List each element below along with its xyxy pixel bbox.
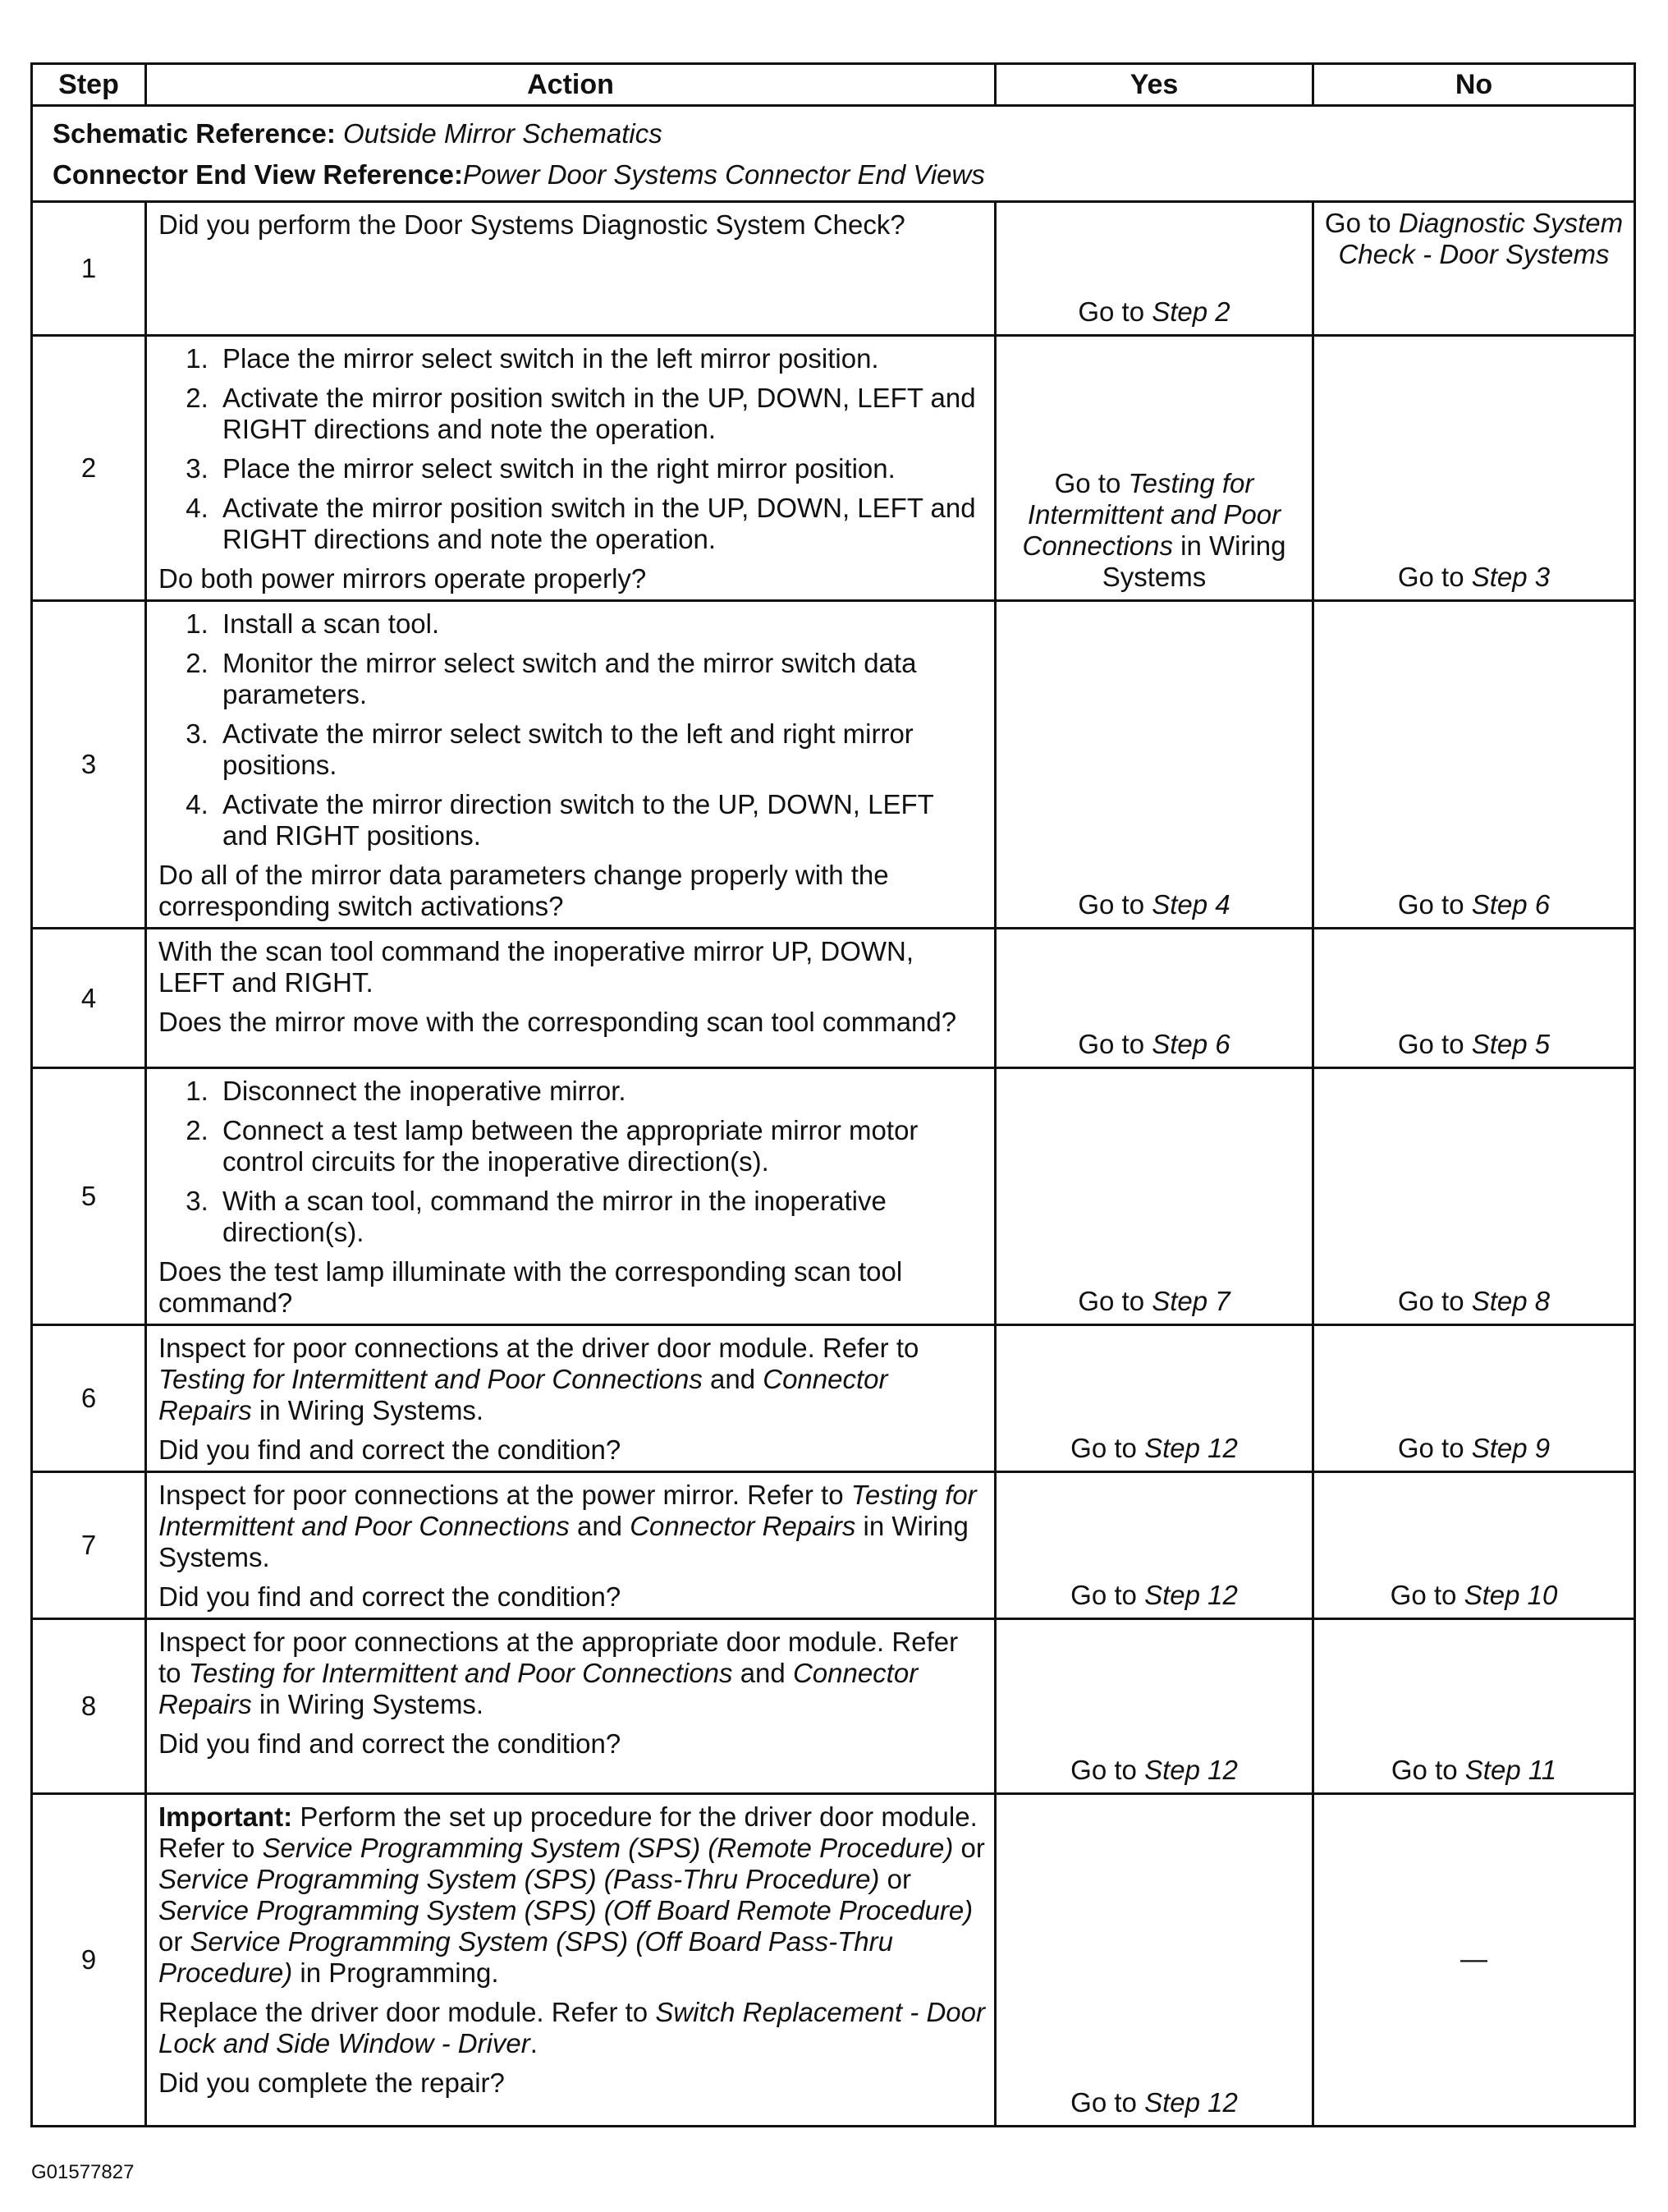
action-text: in Wiring Systems. <box>251 1395 484 1425</box>
action-text: Inspect for poor connections at the driver door module. Refer to <box>158 1333 919 1363</box>
no-reference-link[interactable]: Step 5 <box>1471 1029 1551 1059</box>
yes-cell <box>996 929 1313 1068</box>
step-row-4 <box>32 929 1635 1068</box>
action-paragraph <box>158 1434 986 1466</box>
yes-cell <box>996 1325 1313 1472</box>
schematic-reference <box>53 113 1625 154</box>
connector-reference-label: Connector End View Reference: <box>53 159 464 190</box>
action-text: and <box>569 1511 630 1541</box>
yes-text: Go to <box>1070 1433 1145 1463</box>
no-text: Go to <box>1391 1755 1465 1785</box>
action-reference-link[interactable]: Connector Repairs <box>630 1511 856 1541</box>
action-reference-link[interactable]: Service Programming System (SPS) (Pass-Thru Procedure) <box>158 1864 880 1894</box>
action-reference-link[interactable]: Service Programming System (SPS) (Off Board Pass-Thru Procedure) <box>158 1926 893 1988</box>
action-cell <box>146 202 996 336</box>
yes-text: Go to <box>1078 296 1152 327</box>
action-reference-link[interactable]: Testing for Intermittent and Poor Connections <box>158 1480 977 1541</box>
yes-reference-link[interactable]: Step 12 <box>1144 1755 1238 1785</box>
no-cell <box>1313 1068 1635 1325</box>
no-cell <box>1313 1472 1635 1619</box>
connector-reference <box>53 154 1625 195</box>
action-cell <box>146 601 996 929</box>
action-text: or <box>158 1926 190 1957</box>
no-cell <box>1313 1619 1635 1794</box>
step-number: 9 <box>32 1794 146 2127</box>
no-reference-link[interactable]: Step 3 <box>1471 562 1551 592</box>
no-text: Go to <box>1390 1580 1464 1610</box>
action-cell <box>146 1794 996 2127</box>
action-cell <box>146 1619 996 1794</box>
action-step-item: 4. Activate the mirror direction switch to the UP, DOWN, LEFT and RIGHT positions. <box>216 789 986 851</box>
step-row-6 <box>32 1325 1635 1472</box>
yes-cell <box>996 1472 1313 1619</box>
no-text: — <box>1460 1944 1487 1974</box>
action-text: Replace the driver door module. Refer to <box>158 1997 656 2027</box>
no-reference-link[interactable]: Diagnostic System Check - Door Systems <box>1338 208 1624 269</box>
action-text: in Programming. <box>292 1957 499 1988</box>
action-reference-link[interactable]: Testing for Intermittent and Poor Connections <box>188 1658 733 1688</box>
action-paragraph <box>158 1627 986 1720</box>
yes-cell <box>996 202 1313 336</box>
step-row-7 <box>32 1472 1635 1619</box>
action-paragraph <box>158 936 986 998</box>
action-reference-link[interactable]: Connector Repairs <box>158 1658 919 1719</box>
action-reference-link[interactable]: Testing for Intermittent and Poor Connections <box>158 1364 703 1394</box>
action-cell <box>146 1068 996 1325</box>
yes-cell <box>996 336 1313 601</box>
figure-id: G01577827 <box>31 2161 135 2183</box>
no-text: Go to <box>1324 208 1399 238</box>
no-reference-link[interactable]: Step 9 <box>1471 1433 1551 1463</box>
action-paragraph <box>158 1256 986 1319</box>
action-text: Inspect for poor connections at the appropriate door module. Refer to <box>158 1627 959 1688</box>
action-paragraph <box>158 1728 986 1760</box>
action-step-item: 2. Monitor the mirror select switch and the mirror switch data parameters. <box>216 648 986 710</box>
action-text: Did you find and correct the condition? <box>158 1434 621 1465</box>
action-step-item: 3. Place the mirror select switch in the right mirror position. <box>216 453 986 484</box>
step-number: 4 <box>32 929 146 1068</box>
header-action: Action <box>146 64 996 106</box>
action-text: Did you perform the Door Systems Diagnostic System Check? <box>158 209 905 240</box>
step-row-2 <box>32 336 1635 601</box>
action-text: Perform the set up procedure for the driver door module. Refer to <box>158 1801 978 1863</box>
no-cell <box>1313 1325 1635 1472</box>
action-paragraph <box>158 1007 986 1038</box>
action-reference-link[interactable]: Service Programming System (SPS) (Remote Procedure) <box>262 1833 954 1863</box>
yes-reference-link[interactable]: Step 12 <box>1144 1433 1238 1463</box>
action-emphasis: Important: <box>158 1801 293 1832</box>
action-step-item: 2. Connect a test lamp between the appropriate mirror motor control circuits for the inoperative direction(s). <box>216 1115 986 1177</box>
no-reference-link[interactable]: Step 6 <box>1471 889 1551 920</box>
yes-text: Go to <box>1054 468 1129 498</box>
no-reference-link[interactable]: Step 11 <box>1464 1755 1557 1785</box>
action-text: Did you complete the repair? <box>158 2067 505 2098</box>
action-text: Do all of the mirror data parameters change properly with the corresponding switch activations? <box>158 860 889 921</box>
yes-reference-link[interactable]: Step 4 <box>1152 889 1230 920</box>
yes-text: Go to <box>1078 1029 1152 1059</box>
action-paragraph <box>158 2067 986 2099</box>
action-text: and <box>732 1658 793 1688</box>
action-text: Does the mirror move with the corresponding scan tool command? <box>158 1007 957 1037</box>
header-yes: Yes <box>996 64 1313 106</box>
step-number: 7 <box>32 1472 146 1619</box>
step-number: 6 <box>32 1325 146 1472</box>
yes-reference-link[interactable]: Step 12 <box>1144 1580 1238 1610</box>
step-number: 5 <box>32 1068 146 1325</box>
action-cell <box>146 1472 996 1619</box>
no-cell <box>1313 336 1635 601</box>
references-cell <box>32 106 1635 202</box>
action-text: Inspect for poor connections at the power mirror. Refer to <box>158 1480 851 1510</box>
header-no: No <box>1313 64 1635 106</box>
action-step-item: 3. With a scan tool, command the mirror in the inoperative direction(s). <box>216 1186 986 1248</box>
step-number: 2 <box>32 336 146 601</box>
yes-cell <box>996 1068 1313 1325</box>
yes-reference-link[interactable]: Step 6 <box>1152 1029 1230 1059</box>
schematic-reference-link[interactable]: Outside Mirror Schematics <box>343 118 662 149</box>
action-steps-list <box>158 1076 986 1248</box>
action-reference-link[interactable]: Service Programming System (SPS) (Off Board Remote Procedure) <box>158 1895 974 1925</box>
action-cell <box>146 1325 996 1472</box>
action-text: Do both power mirrors operate properly? <box>158 563 647 594</box>
action-paragraph <box>158 1480 986 1573</box>
header-row <box>32 64 1635 106</box>
no-reference-link[interactable]: Step 10 <box>1464 1580 1558 1610</box>
action-paragraph <box>158 1581 986 1613</box>
no-text: Go to <box>1397 1433 1472 1463</box>
step-row-5 <box>32 1068 1635 1325</box>
yes-reference-link[interactable]: Step 7 <box>1152 1286 1230 1316</box>
action-cell <box>146 929 996 1068</box>
action-text: Did you find and correct the condition? <box>158 1728 621 1759</box>
step-row-3 <box>32 601 1635 929</box>
step-number: 8 <box>32 1619 146 1794</box>
no-text: Go to <box>1397 1286 1472 1316</box>
action-step-item: 1. Place the mirror select switch in the left mirror position. <box>216 343 986 374</box>
no-cell <box>1313 1794 1635 2127</box>
yes-cell <box>996 1619 1313 1794</box>
action-steps-list <box>158 608 986 851</box>
yes-text: Go to <box>1078 1286 1152 1316</box>
action-step-item: 4. Activate the mirror position switch in the UP, DOWN, LEFT and RIGHT directions and note the operation. <box>216 493 986 555</box>
no-text: Go to <box>1397 889 1472 920</box>
action-paragraph <box>158 1997 986 2059</box>
action-text: Did you find and correct the condition? <box>158 1581 621 1612</box>
action-cell <box>146 336 996 601</box>
action-reference-link[interactable]: Connector Repairs <box>158 1364 888 1425</box>
step-row-8 <box>32 1619 1635 1794</box>
yes-reference-link[interactable]: Testing for Intermittent and Poor Connections <box>1022 468 1281 561</box>
header-step: Step <box>32 64 146 106</box>
yes-cell <box>996 601 1313 929</box>
step-number: 3 <box>32 601 146 929</box>
connector-reference-link[interactable]: Power Door Systems Connector End Views <box>463 159 985 190</box>
action-text: in Wiring Systems. <box>251 1689 484 1719</box>
yes-text: Go to <box>1078 889 1152 920</box>
action-paragraph <box>158 1801 986 1989</box>
action-text: Does the test lamp illuminate with the corresponding scan tool command? <box>158 1256 903 1318</box>
yes-reference-link[interactable]: Step 12 <box>1144 2087 1238 2118</box>
action-paragraph <box>158 860 986 922</box>
action-reference-link[interactable]: Switch Replacement - Door Lock and Side Window - Driver <box>158 1997 985 2058</box>
yes-text: Go to <box>1070 1580 1145 1610</box>
action-step-item: 1. Install a scan tool. <box>216 608 986 640</box>
action-text: and <box>702 1364 763 1394</box>
no-cell <box>1313 202 1635 336</box>
no-cell <box>1313 601 1635 929</box>
no-reference-link[interactable]: Step 8 <box>1471 1286 1551 1316</box>
action-paragraph <box>158 563 986 594</box>
action-text: With the scan tool command the inoperative mirror UP, DOWN, LEFT and RIGHT. <box>158 936 914 998</box>
action-step-item: 3. Activate the mirror select switch to the left and right mirror positions. <box>216 718 986 781</box>
action-text: or <box>879 1864 911 1894</box>
action-step-item: 2. Activate the mirror position switch in the UP, DOWN, LEFT and RIGHT directions and note the operation. <box>216 383 986 445</box>
yes-text: in Wiring Systems <box>1102 530 1286 592</box>
diagnostic-table-container <box>30 62 1634 2127</box>
no-cell <box>1313 929 1635 1068</box>
action-paragraph <box>158 209 986 241</box>
yes-cell <box>996 1794 1313 2127</box>
action-steps-list <box>158 343 986 555</box>
yes-text: Go to <box>1070 1755 1145 1785</box>
step-row-1 <box>32 202 1635 336</box>
no-text: Go to <box>1397 562 1472 592</box>
step-row-9 <box>32 1794 1635 2127</box>
schematic-reference-label: Schematic Reference: <box>53 118 336 149</box>
diagnostic-table <box>30 62 1636 2127</box>
step-number: 1 <box>32 202 146 336</box>
yes-reference-link[interactable]: Step 2 <box>1152 296 1230 327</box>
reference-row <box>32 106 1635 202</box>
action-text: . <box>529 2028 538 2058</box>
no-text: Go to <box>1397 1029 1472 1059</box>
action-text: in Wiring Systems. <box>158 1511 969 1572</box>
action-text: or <box>953 1833 985 1863</box>
action-paragraph <box>158 1333 986 1426</box>
yes-text: Go to <box>1070 2087 1145 2118</box>
action-step-item: 1. Disconnect the inoperative mirror. <box>216 1076 986 1107</box>
